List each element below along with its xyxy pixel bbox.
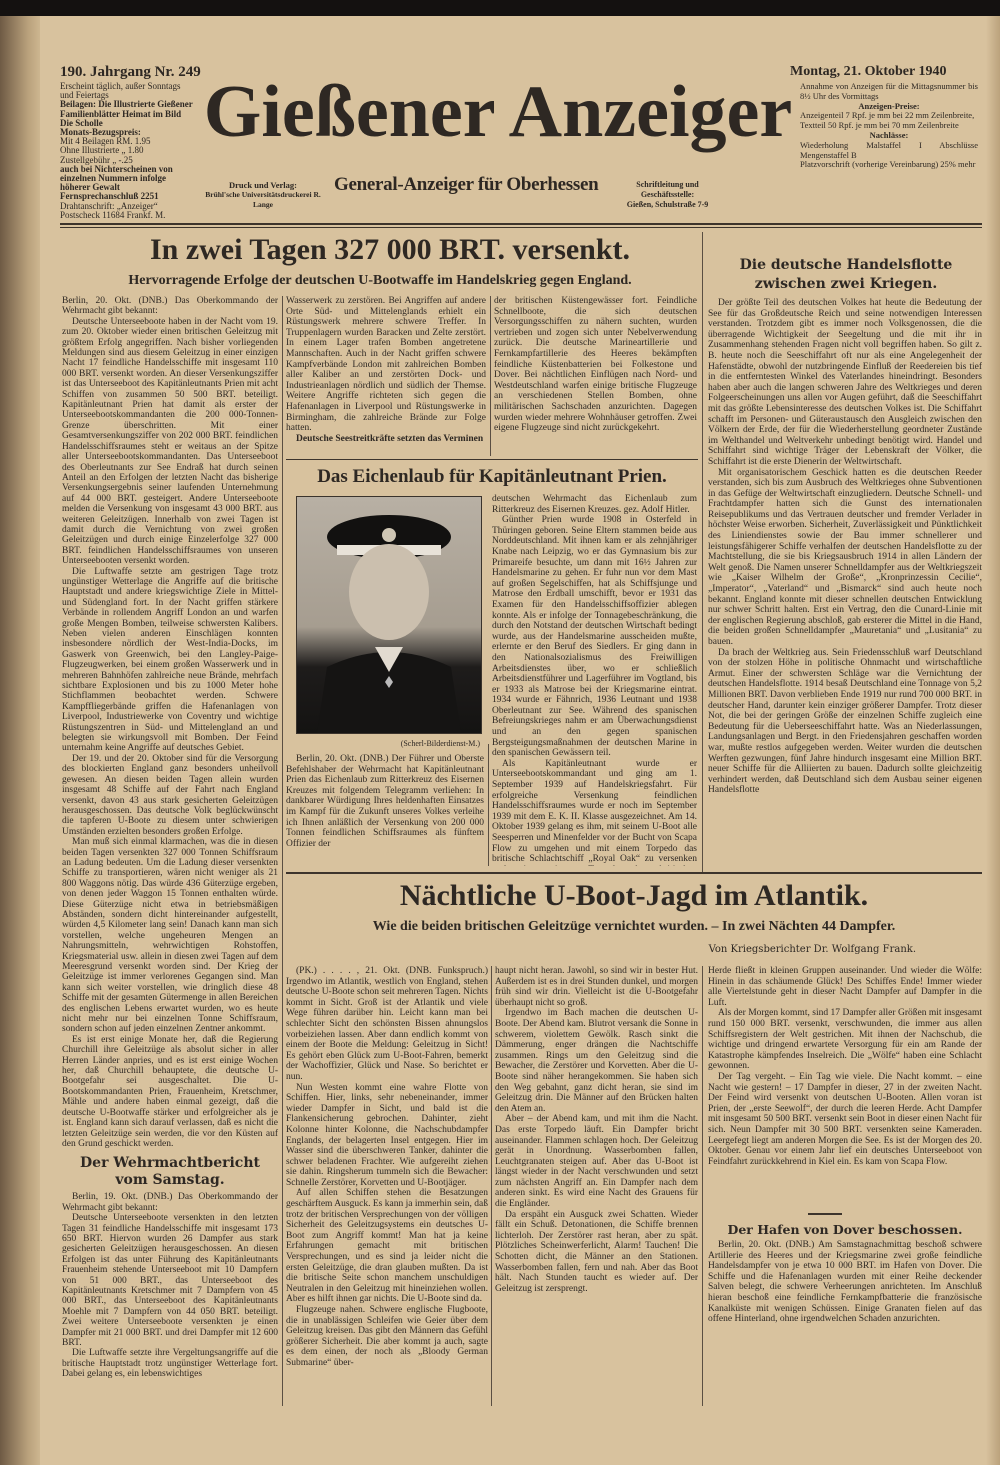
lead-subheadline: Hervorragende Erfolge der deutschen U-Bootwaffe im Handelskrieg gegen England. (128, 273, 632, 288)
paragraph: Deutsche Unterseeboote haben in der Nacht vom 19. zum 20. Oktober wieder einen britischen Geleitzug mit größtem Erfolg angegriffen. Nach bisher vorliegenden Meldungen sind aus diesem Geleitzug in einer einzigen Nacht 17 feindliche Handelsschiffe mit insgesamt 110 000 BRT. versenkt worden. An dieser Versenkungsziffer ist das Unterseeboot des Kapitänleutnants Prien mit acht Schiffen von zusammen 50 500 BRT. beteiligt. Kapitänleutnant Prien hat damit als erster der Unterseebootskommandanten die 200 000-Tonnen-Grenze überschritten. Mit einer Gesamtversenkungsziffer von 202 000 BRT. feindlichen Handelsschiffsraumes steht er weitaus an der Spitze aller Unterseebootskommandanten. Das Unterseeboot des Oberleutnants zur See Endraß hat durch seinen Anteil an den Erfolgen der letzten Nacht das bisherige Versenkungsergebnis seiner laufenden Unternehmung auf 44 000 BRT. gesteigert. Andere Unterseeboote melden die Versenkung von insgesamt 43 000 BRT. aus weiteren Geleitzügen. Innerhalb von zwei Tagen ist damit durch die Vernichtung von zwei großen Geleitzügen und durch einige Einzelerfolge 327 000 BRT. feindlichen Handelsschiffsraumes von unseren Unterseebooten versenkt worden. (62, 316, 278, 567)
ubootjagd-subheadline: Wie die beiden britischen Geleitzüge vernichtet wurden. – In zwei Nächten 44 Dampfer. (372, 919, 896, 934)
paragraph: Günther Prien wurde 1908 in Osterfeld in Thüringen geboren. Seine Eltern stammen beide aus Norddeutschland. Mit ihnen kam er als zehnjähriger Knabe nach Leipzig, wo er das Gymnasium bis zur Primareife besuchte, um dann mit 16½ Jahren zur Handelsmarine zu gehen. Er fuhr nun vor dem Mast auf großen Segelschiffen, hat als Schiffsjunge und Matrose den Erdball umschifft, bevor er 1931 das Examen für den Handelsschiffsoffizier ablegen konnte. Als er infolge der Tonnagebeschränkung, die durch den Notstand der deutschen Wirtschaft bedingt wurde, aus der Handelsmarine ausscheiden mußte, erlernte er den Beruf des Siedlers. Er ging dann in den Nationalsozialismus des Freiwilligen Arbeitsdienstes über, wo er schließlich Arbeitsdienstführer und Lagerführer im Vogtland, bis er 1933 als Matrose bei der Kriegsmarine eintrat. 1934 wurde er Fähnrich, 1936 Leutnant und 1938 Oberleutnant zur See. Während des spanischen Befreiungskrieges nahm er am Überwachungsdienst und an den gegen spanischen Bergsteigungsmaßnahmen der deutschen Marine in den spanischen Gewässern teil. (492, 515, 697, 759)
paragraph: Da erspäht ein Ausguck zwei Schatten. Wieder fällt ein Schuß. Detonationen, die Schiffe brennen lichterloh. Der Zerstörer rast heran, aber zu spät. Plötzliches Scheinwerferlicht, Alarm! Tauchen! Die Schotten dicht, die Männer an den Stationen. Wasserbomben fallen, fern und nah. Aber das Boot hält. Nach Stunden taucht es wieder auf. Der Geleitzug ist zersprengt. (495, 1209, 698, 1294)
info-line: Anzeigen-Preise: (858, 100, 920, 111)
info-line: Drahtanschrift: „Anzeiger“ (60, 200, 158, 211)
info-line: Postscheck 11684 Frankf. M. (60, 209, 166, 220)
info-line: Annahme von Anzeigen für die Mittagsnummer bis 8½ Uhr des Vormittags (800, 82, 978, 101)
printer-label: Druck und Verlag: (228, 180, 297, 190)
ubootjagd-column-2 (495, 966, 698, 1406)
handelsflotte-headline: Die deutsche Handelsflotte zwischen zwei Kriegen. (739, 257, 953, 292)
paragraph: Die Luftwaffe setzte ihre Vergeltungsangriffe auf die britische Hauptstadt trotz ungünstiger Wetterlage fort. Dabei gelang es, ein lebenswichtiges (62, 1348, 278, 1380)
masthead-left-info (60, 82, 194, 220)
info-line: Fernsprechanschluß 2251 (60, 191, 159, 202)
info-line: Beilagen: Die Illustrierte Gießener Familienblätter Heimat im Bild Die Scholle (60, 99, 193, 128)
paragraph: Der Tag vergeht. – Ein Tag wie viele. Die Nacht kommt. – eine Nacht wie gestern! – 17 Dampfer in dieser, 27 in der zweiten Nacht. Der Feind wird versenkt von deutschen U-Booten. Allen voran ist Prien, der „erste Seewolf“, der durch die leeren Herde. Acht Dampfer mit insgesamt 50 500 BRT. versenkt sein Boot in dieser einen Nacht für sich. Neun Dampfer mit 30 500 BRT. versenkten seine Kameraden. Leergefegt liegt am anderen Morgen die See. Es ist der Morgen des 20. Oktober. Genau vor einem Jahr lief ein deutsches Unterseeboot von Feindfahrt zurückkehrend in Kiel ein. Es kam von Scapa Flow. (708, 1071, 982, 1167)
masthead-right-info (800, 82, 978, 212)
page-edge-shadow (986, 16, 1000, 1465)
paragraph: Man muß sich einmal klarmachen, was die in diesen beiden Tagen versenkten 327 000 Tonnen Schiffsraum an Ladung bedeuten. Um die Ladung dieser versenkten Schiffe zu transportieren, wären nicht weniger als 21 800 Waggons nötig. Das würde 436 Güterzüge ergeben, von denen jeder Waggon 15 Tonnen enthalten würde. Diese Güterzüge nicht etwa in betriebsmäßigen Abständen, sondern dicht hintereinander aufgestellt, würden 4,5 Kilometer lang sein! Danach kann man sich vorstellen, welche ungeheuren Mengen an Nahrungsmitteln, wehrwichtigen Rohstoffen, Kriegsmaterial usw. allein in diesen zwei Tagen auf dem Meeresgrund versenkt worden sind. Der Krieg der Geleitzüge ist immer verlorenes Gegangen sind. Man kann sich weiter vorstellen, wie dringlich diese 48 Schiffe mit der gesamten Gütermenge in allen Bereichen des englischen Lebens erwartet wurden, wo es heute nicht mehr nur bei einzelnen Tonne Schiffsraum, sondern schon auf jeden einzelnen Zentner ankommt. (62, 837, 278, 1035)
handelsflotte-text (708, 298, 982, 866)
ubootjagd-byline: Von Kriegsberichter Dr. Wolfgang Frank. (708, 944, 916, 955)
paragraph: Berlin, 19. Okt. (DNB.) Das Oberkommando der Wehrmacht gibt bekannt: (62, 1192, 278, 1213)
paragraph: Der 19. und der 20. Oktober sind für die Versorgung des blockierten England ganz besonders unheilvoll gewesen. An diesen beiden Tagen allein wurden insgesamt 48 Schiffe auf der Fahrt nach England versenkt, davon 43 aus stark gesicherten Geleitzügen herausgeschossen. Das deutsche Volk beglückwünscht die tapferen U-Boote zu diesem unter schwierigen Umständen erzielten besonders großen Erfolge. (62, 753, 278, 837)
paragraph: Die Luftwaffe setzte am gestrigen Tage trotz ungünstiger Wetterlage die Angriffe auf die britische Hauptstadt und andere kriegswichtige Ziele in Mittel- und Südengland fort. In der Nacht griffen stärkere Verbände in rollendem Angriff London an und warfen große Mengen Bomben, teilweise schwersten Kalibers. Neben vielen anderen Einschlägen konnten insbesondere nördlich der West-India-Docks, im Gaswerk von Greenwich, bei den Langley-Paige-Flugzeugwerken, bei einem großen Wasserwerk und in mehreren Bahnhöfen zahlreiche neue Brände, mehrfach sichtbare Explosionen und bis zu 1000 Meter hohe Stichflammen beobachtet werden. Schwere Kampffliegerbände griffen die Hafenanlagen von Liverpool, Industriewerke von Coventry und wichtige Rüstungszentren in Süd- und Mittelengland an und belegten sie wirkungsvoll mit Bomben. Der Feind unternahm keine Angriffe auf deutsches Gebiet. (62, 566, 278, 754)
ubootjagd-column-3 (708, 966, 982, 1210)
printer-info (198, 180, 328, 210)
paragraph: Als Kapitänleutnant wurde er Unterseebootskommandant und ging am 1. September 1939 auf Handelskriegsfahrt. Für erfolgreiche Versenkung feindlichen Handelsschiffsraumes wurde er noch im September 1939 mit dem E. K. II. Klasse ausgezeichnet. Am 14. Oktober 1939 gelang es ihm, mit seinem U-Boot alle Seesperren und Minenfelder vor der Bucht von Scapa Flow zu umgehen und mit einem Torpedo das britische Schlachtschiff „Royal Oak“ zu versenken (492, 758, 697, 865)
paragraph: Herde fließt in kleinen Gruppen auseinander. Und wieder die Wölfe: Hinein in das schäumende Glück! Des Schiffes Ende! Immer wieder alle Viertelstunde geht in dieser Nacht Dampfer auf Dampfer in die Luft. (708, 966, 982, 1008)
paragraph: Aber – der Abend kam, und mit ihm die Nacht. Das erste Torpedo läuft. Ein Dampfer bricht auseinander. Flammen schlagen hoch. Der Geleitzug gerät in Unordnung. Wasserbomben fallen, Leuchtgranaten steigen auf. Aber das U-Boot ist längst wieder in der Nacht verschwunden und setzt zum nächsten Angriff an. Ein Dampfer nach dem anderen sinkt. Es wird eine Nacht des Grauens für die Engländer. (495, 1114, 698, 1210)
section-divider (286, 459, 698, 460)
dover-text (708, 1240, 982, 1406)
wehrmachtbericht-text (62, 1192, 278, 1379)
issue-number: 190. Jahrgang Nr. 249 (60, 64, 201, 80)
office-address: Gießen, Schulstraße 7-9 (626, 200, 709, 209)
paragraph: Der größte Teil des deutschen Volkes hat heute die Bedeutung der See für das Großdeutsche Reich und seine notwendigen Interessen verstanden. Trotzdem gibt es immer noch Volksgenossen, die die überragende Wichtigkeit der Seegeltung und die mit ihr in Zusammenhang stehenden Fragen nicht voll begriffen haben. So gilt z. B. heute noch die Seeschiffahrt oft nur als eine Angelegenheit der Hafenstädte, obwohl der nutzbringende Einfluß der Reedereien bis tief in die entferntesten Winkel des Vaterlandes hineindringt. Besonders haben aber auch die langen schweren Jahre des Weltkrieges und deren Folgeerscheinungen uns allen vor Augen geführt, daß die Seeschiffahrt mit das größte Lebensinteresse des deutschen Volkes ist. Die Schiffahrt schafft im Personen- und Güteraustausch den Ausgleich zwischen den Völkern der Erde, der für die Wiederherstellung geordneter Zustände im Welthandel und Weltverkehr unbedingt benötigt wird. Handel und Schiffahrt sind wichtige Träger der Lebenskraft der Völker, die Schiffahrt ist die erste Dienerin der Weltwirtschaft. (708, 298, 982, 467)
paragraph: Auf allen Schiffen stehen die Besatzungen geschärftem Ausguck. Es kann ja immerhin sein, daß trotz der britischen Versprechungen von der völligen Sicherheit des Geleitzugsystems ein deutsches U-Boot zum Angriff kommt! Man hat ja keine Erfahrungen gemacht mit britischen Versprechungen, und es sind ja leider nicht die ersten Geleitzüge, die dran glauben mußten. Da ist die britische Seite schon manchem unschuldigen Neutralen in den Geleitzug mit hineinziehen wollen. Aber es hilft ihnen gar nichts. Die U-Boote sind da. (286, 1188, 488, 1305)
paragraph: Deutsche Seestreitkräfte setzten das Verminen (296, 433, 484, 444)
photo-credit: (Scherl-Bilderdienst-M.) (400, 739, 480, 748)
paragraph: Nun Westen kommt eine wahre Flotte von Schiffen. Hier, links, sehr nebeneinander, immer wieder Dampfer in Sicht, und bald ist die Flankensicherung gebrochen. Dahinter, zieht Kolonne hinter Kolonne, die Nachschubdampfer Englands, der belagerten Insel entgegen. Hier im Wasser sind die überschweren Tanker, dahinter die schwer beladenen Frachter. Wie aufgereiht ziehen sie dahin. Ringsherum tummeln sich die Bewacher: Schnelle Zerstörer, Korvetten und U-Bootjäger. (286, 1082, 488, 1188)
left-column-flow (62, 296, 278, 1380)
printer-name: Brühl'sche Universitätsdruckerei R. Lange (205, 190, 321, 209)
info-line: Zustellgebühr „ -.25 (60, 154, 133, 165)
issue-date: Montag, 21. Oktober 1940 (790, 64, 947, 79)
section-divider (286, 872, 982, 874)
column-rule (488, 744, 489, 866)
scan-top-border (0, 0, 1000, 16)
column-rule (702, 232, 703, 872)
paragraph: Berlin, 20. Okt. (DNB.) Das Oberkommando der Wehrmacht gibt bekannt: (62, 296, 278, 317)
prien-text-left (286, 754, 484, 866)
paragraph: (PK.) . . . . , 21. Okt. (DNB. Funkspruch.) Irgendwo im Atlantik, westlich von England, stehen deutsche U-Boote schon seit mehreren Tagen. Nichts kommt in Sicht. Groß ist der Atlantik und viele Wege führen darüber hin. Leicht kann man bei schlechter Sicht den schönsten Bissen ahnungslos vorbeiziehen lassen. Aber dann endlich kommt von einem der Boote die Meldung: Geleitzug in Sicht! Es gehört eben Glück zum U-Boot-Fahren, bemerkt der Wachoffizier, Glück und Nase. So berichtet er nun. (286, 966, 488, 1082)
prien-text-right (492, 494, 697, 866)
paragraph: der britischen Küstengewässer fort. Feindliche Schnellboote, die sich deutschen Versorgungsschiffen zu nähern suchten, wurden vertrieben und zogen sich unter Nebelverwendung zurück. Die deutsche Marineartillerie und Fernkampfartillerie des Heeres bekämpften feindliche Küstenbatterien bei Folkestone und Dover. Bei nächtlichen Einflügen nach Nord- und Westdeutschland warfen einige britische Flugzeuge an verschiedenen Stellen Bomben, ohne militärischen Sachschaden anzurichten. Dagegen wurden wieder mehrere Wohnhäuser getroffen. Zwei eigene Flugzeuge sind nicht zurückgekehrt. (494, 296, 697, 434)
ubootjagd-headline: Nächtliche U-Boot-Jagd im Atlantik. (399, 879, 869, 912)
prien-photo (296, 496, 482, 734)
paragraph: deutschen Wehrmacht das Eichenlaub zum Ritterkreuz des Eisernen Kreuzes. gez. Adolf Hitler. (492, 494, 697, 515)
paragraph: Da brach der Weltkrieg aus. Sein Friedensschluß warf Deutschland von der stolzen Höhe in politische Ohnmacht und wirtschaftliche Armut. Einer der schwersten Schläge war die Vernichtung der deutschen Handelsflotte. 1914 besaß Deutschland eine Tonnage von 5,2 Millionen BRT. Davon verblieben Ende 1919 nur rund 700 000 BRT. in deutscher Hand, darunter kein einziger größerer Dampfer. Trotz dieser Not, die bei der geringen Größe der einzelnen Schiffe zugleich eine Bedeutung für die Ueberseeschiffahrt hatte. Was an Niederlassungen, Landungsanlagen und Bergt. in den Friedensjahren geschaffen worden war, mußte restlos aufgegeben werden. Weiter wurden die deutschen Werften gezwungen, fünf Jahre hindurch insgesamt eine Million BRT. neuer Schiffe für die Alliierten zu bauen. Dadurch sollte gleichzeitig verhindert werden, daß Deutschland sich dem Ausbau seiner eigenen Handelsflotte (708, 647, 982, 796)
paragraph: Flugzeuge nahen. Schwere englische Flugboote, die in unablässigen Schleifen wie Geier über dem Geleitzug kreisen. Das gibt den Männern das Gefühl größerer Sicherheit. Die aber kommt ja auch, sagte es dem einen, der noch als „Bloody German Submarine“ über- (286, 1305, 488, 1368)
info-line: Wiederholung Malstaffel I Abschlüsse Mengenstaffel B (800, 139, 978, 160)
lead-column-3 (494, 296, 697, 456)
info-line: Ohne Illustrierte „ 1.80 (60, 145, 144, 156)
lead-headline: In zwei Tagen 327 000 BRT. versenkt. (149, 233, 631, 266)
office-info (620, 180, 715, 210)
paragraph: Deutsche Unterseeboote versenkten in den letzten Tagen 31 feindliche Handelsschiffe mit insgesamt 173 650 BRT. Hiervon wurden 26 Dampfer aus stark gesicherten Geleitzügen herausgeschossen. An diesen Erfolgen ist das unter Führung des Kapitänleutnants Frauenheim stehende Unterseeboot mit 10 Dampfern von 51 000 BRT., das Unterseeboot des Kapitänleutnants Kretschmer mit 7 Dampfern von 45 000 BRT., das Unterseeboot des Kapitänleutnants Moehle mit 7 Dampfern von 44 050 BRT. beteiligt. Zwei weitere Unterseeboote versenkten je einen Dampfer mit 21 000 BRT. und drei Dampfer mit 12 600 BRT. (62, 1213, 278, 1348)
lead-column-1 (62, 296, 278, 1149)
column-rule (702, 966, 703, 1406)
wehrmachtbericht-headline: Der Wehrmachtbericht vom Samstag. (80, 1155, 260, 1189)
masthead-divider-thin (60, 227, 982, 228)
info-line: Erscheint täglich, außer Sonntags und Feiertags (60, 81, 181, 101)
info-line: Mit 4 Beilagen RM. 1.95 (60, 136, 151, 147)
column-rule (491, 966, 492, 1406)
info-line: Nachlässe: (869, 129, 909, 140)
ubootjagd-column-1 (286, 966, 488, 1406)
paragraph: haupt nicht heran. Jawohl, so sind wir in bester Hut. Außerdem ist es in drei Stunden dunkel, und morgen früh sind wir drin. Vielleicht ist die U-Bootgefahr überhaupt nicht so groß. (495, 966, 698, 1008)
short-divider (808, 1213, 842, 1215)
office-label: Schriftleitung und Geschäftsstelle: (636, 180, 699, 199)
paragraph: Berlin, 20. Okt. (DNB.) Am Samstagnachmittag beschoß schwere Artillerie des Heeres und der Kriegsmarine zwei große feindliche Handelsdampfer von je etwa 10 000 BRT. im Hafen von Dover. Die Schiffe und die Hafenanlagen wurden mit einer Reihe deckender Salven belegt, die schwere Verheerungen anrichteten. Im Anschluß hieran beschoß eine feindliche Fernkampfbatterie die französische Kanalküste mit wenigen Schüssen. Einige Granaten fielen auf das offene Hinterland, ohne irgendwelchen Schaden anzurichten. (708, 1240, 982, 1325)
column-rule (282, 296, 283, 1406)
info-line: Platzvorschrift (vorherige Vereinbarung) 25% mehr (800, 159, 976, 170)
paragraph: Mit organisatorischem Geschick hatten es die deutschen Reeder verstanden, sich bis zum Ausbruch des Weltkrieges ohne Subventionen in das Gefüge der Weltwirtschaft einzugliedern. Deutsche Schnell- und Frachtdampfer hatten sich die Gunst des internationalen Reisepublikums und das Vertrauen deutscher und fremder Verlader in höchster Weise erworben. Sicherheit, Zuverlässigkeit und Pünktlichkeit des Liniendienstes sowie der Bau immer schnellerer und leistungsfähigerer Schiffe verhalfen der deutschen Handelsflotte zu der Machtstellung, die sie bis Kriegsausbruch 1914 in allen Ländern der Welt genoß. Die Namen unserer Schnelldampfer aus der Weltkriegszeit wie „Kaiser Wilhelm der Große“, „Kronprinzessin Cecilie“, „Imperator“, „Vaterland“ und „Bismarck“ sind auch heute noch bekannt. England konnte mit dieser schnellen deutschen Entwicklung nur schwer Schritt halten. Erst ein Vertrag, den die Cunard-Linie mit der englischen Regierung abschloß, gab ersterer die Mittel in die Hand, die beiden großen Schnelldampfer „Mauretania“ und „Lusitania“ zu bauen. (708, 467, 982, 647)
paragraph: Berlin, 20. Okt. (DNB.) Der Führer und Oberste Befehlshaber der Wehrmacht hat Kapitänleutnant Prien das Eichenlaub zum Ritterkreuz des Eisernen Kreuzes mit folgendem Telegramm verliehen: In dankbarer Würdigung Ihres heldenhaften Einsatzes im Kampf für die Zukunft unseres Volkes verleihe ich Ihnen anläßlich der Versenkung von 200 000 Tonnen feindlichen Schiffsraumes als fünftem Offizier der (286, 754, 484, 849)
lead-column-2 (286, 296, 486, 456)
info-line: Textteil 50 Rpf. je mm bei 70 mm Zeilenbreite (800, 120, 959, 131)
info-line: Anzeigenteil 7 Rpf. je mm bei 22 mm Zeilenbreite, (800, 110, 975, 121)
adjacent-page-edge (0, 16, 40, 1465)
prien-headline: Das Eichenlaub für Kapitänleutnant Prien. (317, 466, 667, 487)
paragraph: Als der Morgen kommt, sind 17 Dampfer aller Größen mit insgesamt rund 150 000 BRT. versenkt, verschwunden, die immer aus allen Schiffsregistern der Welt gestrichen. Mit ihnen der Nachschub, die wichtige und dringend erwartete Versorgung für ein am Rande der Katastrophe kämpfendes Inselreich. Die „Wölfe“ haben eine Schlacht gewonnen. (708, 1008, 982, 1072)
newspaper-subtitle: General-Anzeiger für Oberhessen (334, 174, 599, 195)
paragraph: Wasserwerk zu zerstören. Bei Angriffen auf andere Orte Süd- und Mittelenglands erhielt ein Rüstungswerk mehrere schwere Treffer. In Truppenlagern wurden Baracken und Zelte zerstört. In einem Lager trafen Bomben angetretene Mannschaften. Auch in der Nacht griffen schwere Kampfverbände London mit zahlreichen Bomben aller Kaliber an und zerstörten Dock- und Industrieanlagen nördlich und südlich der Themse. Weitere Angriffe richteten sich gegen die Hafenanlagen in Liverpool und Rüstungswerke in Birmingham, die zahlreiche Brände zur Folge hatten. (286, 296, 486, 434)
paragraph: Irgendwo im Bach machen die deutschen U-Boote. Der Abend kam. Blutrot versank die Sonne in schwerem, violettem Gewölk. Rasch sinkt die Dämmerung, enger drängen die Nachtschiffe zusammen. Rings um den Geleitzug sind die Bewacher, die Zerstörer und Korvetten. Aber die U-Boote sind näher herangekommen. Sie haben sich den Weg gebahnt, ganz dicht heran, sie sind im Geleitzug drin. Die Männer auf den Brücken halten den Atem an. (495, 1008, 698, 1114)
info-line: auch bei Nichterscheinen von einzelnen Nummern infolge höherer Gewalt (60, 163, 173, 193)
portrait-illustration (297, 497, 481, 733)
dover-headline: Der Hafen von Dover beschossen. (727, 1222, 963, 1237)
masthead-divider (60, 223, 982, 225)
info-line: Monats-Bezugspreis: (60, 127, 141, 138)
paragraph: Es ist erst einige Monate her, daß die Regierung Churchill ihre Geleitzüge als absolut sicher in aller Herren Länder anpries, und es ist erst einige Wochen her, daß Churchill behauptete, die deutsche U-Bootgefahr sei ausgeschaltet. Die U-Bootskommandanten Prien, Frauenheim, Kretschmer, Mähle und andere haben einmal gezeigt, daß die deutsche U-Bootwaffe stärker und erfolgreicher als je ist. England kann sich darauf verlassen, daß es nicht die letzten Geleitzüge sein werden, die vor den Küsten auf den Grund geschickt werden. (62, 1034, 278, 1149)
newspaper-title: Gießener Anzeiger (203, 71, 793, 153)
column-rule (490, 296, 491, 456)
